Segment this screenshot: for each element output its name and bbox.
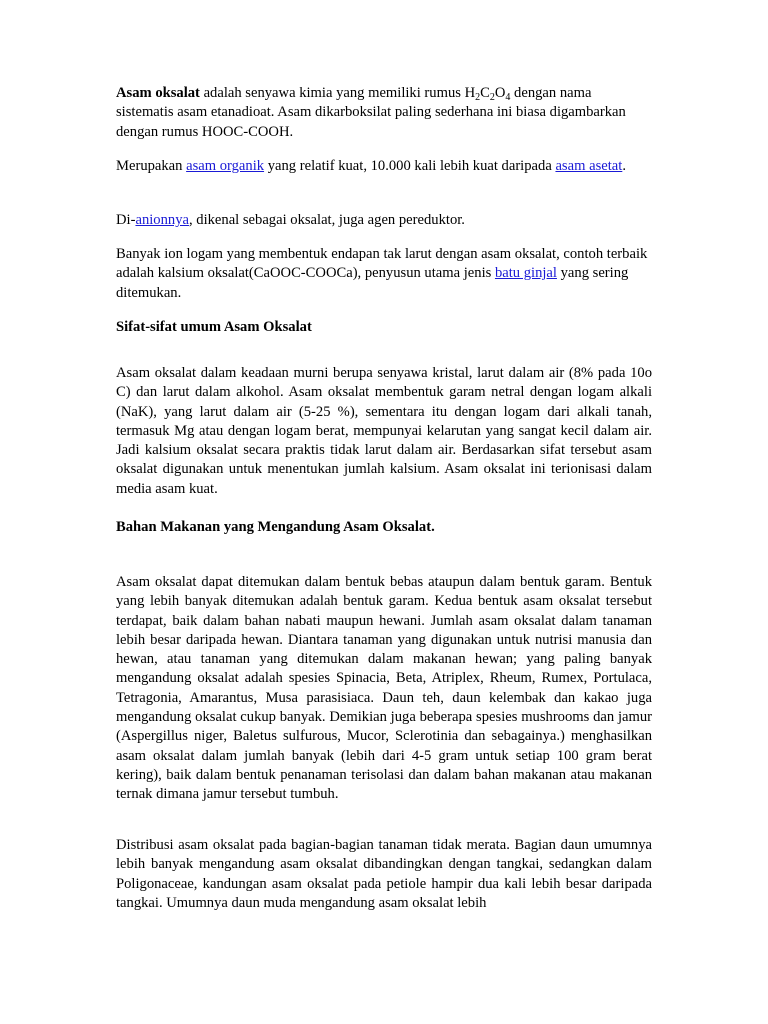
- foods-paragraph: Asam oksalat dapat ditemukan dalam bentuk bebas ataupun dalam bentuk garam. Bentuk yang lebih banyak ditemukan adalah bentuk garam. Kedua bentuk asam oksalat tersebut terdapat, baik dalam bahan nabati maupun hewani. Jumlah asam oksalat dalam tanaman lebih besar daripada hewan. Diantara tanaman yang digunakan untuk nutrisi manusia dan hewan, atau tanaman yang ditemukan dalam makanan hewan; yang paling banyak mengandung oksalat adalah spesies Spinacia, Beta, Atriplex, Rheum, Rumex, Portulaca, Tetragonia, Amarantus, Musa parasisiaca. Daun teh, daun kelembak dan kakao juga mengandung oksalat cukup banyak. Demikian juga beberapa spesies mushrooms dan jamur (Aspergillus niger, Baletus sulfurous, Mucor, Sclerotinia dan sebagainya.) menghasilkan asam oksalat dalam jumlah banyak (lebih dari 4-5 gram untuk setiap 100 gram berat kering), baik dalam bentuk penanaman terisolasi dan dalam bahan makanan atau makanan ternak dimana jamur tersebut tumbuh.: [116, 574, 652, 803]
- text: yang sering ditemukan.: [116, 265, 629, 301]
- heading-foods: [116, 518, 652, 537]
- distribution-paragraph: Distribusi asam oksalat pada bagian-bagian tanaman tidak merata. Bagian daun umumnya lebih banyak mengandung asam oksalat dibandingkan dengan tangkai, sedangkan dalam Poligonaceae, kandungan asam oksalat pada petiole hampir dua kali lebih besar daripada tangkai. Umumnya daun muda mengandung asam oksalat lebih: [116, 837, 652, 911]
- link-batu-ginjal[interactable]: batu ginjal: [494, 265, 557, 282]
- anion-paragraph: [116, 211, 652, 230]
- subscript: 2: [489, 92, 495, 103]
- intro-text-1: adalah senyawa kimia yang memiliki rumus H: [199, 85, 476, 101]
- intro-text-3: O: [494, 85, 506, 101]
- heading-text: Sifat-sifat umum Asam Oksalat: [116, 319, 312, 335]
- text: Banyak ion logam yang membentuk endapan tak larut dengan asam oksalat, contoh terbaik adalah kalsium oksalat(CaOOC-COOCa), penyusun utama jenis: [116, 246, 648, 282]
- properties-paragraph: Asam oksalat dalam keadaan murni berupa senyawa kristal, larut dalam air (8% pada 10o C) dan larut dalam alkohol. Asam oksalat membentuk garam netral dengan logam alkali (NaK), yang larut dalam air (5-25 %), sementara itu dengan logam dari alkali tanah, termasuk Mg atau dengan logam berat, mempunyai kelarutan yang sangat kecil dalam air. Jadi kalsium oksalat secara praktis tidak larut dalam air. Berdasarkan sifat tersebut asam oksalat digunakan untuk menentukan jumlah kalsium. Asam oksalat ini terionisasi dalam media asam kuat.: [116, 365, 652, 497]
- text: yang relatif kuat, 10.000 kali lebih kuat daripada: [264, 158, 556, 174]
- organic-acid-paragraph: [116, 157, 652, 176]
- text: Di-: [116, 212, 136, 228]
- text: Merupakan: [116, 158, 187, 174]
- intro-text-4: dengan nama sistematis asam etanadioat. Asam dikarboksilat paling sederhana ini biasa digambarkan dengan rumus HOOC-COOH.: [116, 85, 626, 140]
- subscript: 4: [505, 92, 511, 103]
- heading-properties: [116, 318, 652, 337]
- heading-text: Bahan Makanan yang Mengandung Asam Oksalat.: [116, 519, 435, 535]
- intro-text-2: C: [480, 85, 490, 101]
- intro-paragraph: [116, 84, 652, 142]
- link-anionnya[interactable]: anionnya: [135, 212, 189, 228]
- link-asam-organik[interactable]: asam organik: [186, 158, 265, 174]
- text: , dikenal sebagai oksalat, juga agen pereduktor.: [188, 212, 465, 228]
- term-bold: Asam oksalat: [116, 85, 200, 101]
- metal-ion-paragraph: [116, 245, 652, 303]
- subscript: 2: [475, 92, 481, 103]
- text: .: [622, 158, 626, 174]
- link-asam-asetat[interactable]: asam asetat: [555, 158, 623, 174]
